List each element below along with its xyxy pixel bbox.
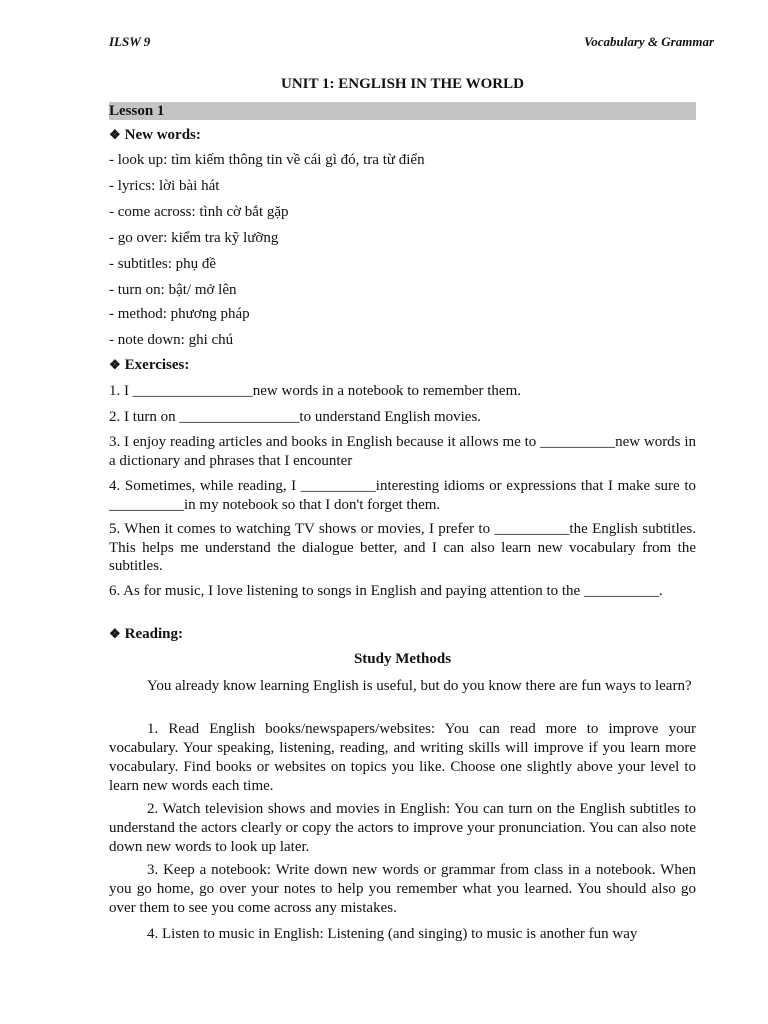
vocab-item: - note down: ghi chú — [109, 332, 234, 348]
reading-paragraph: 2. Watch television shows and movies in English: You can turn on the English subtitles to understand the actors clearly or copy the actors to improve your pronunciation. You can also note down new words to look up later. — [109, 801, 696, 855]
exercise-item: 4. Sometimes, while reading, I __________interesting idioms or expressions that I make sure to __________in my notebook so that I don't forget them. — [109, 478, 696, 513]
reading-heading — [109, 626, 183, 643]
header-right: Vocabulary & Grammar — [583, 34, 714, 49]
exercise-item: 5. When it comes to watching TV shows or movies, I prefer to __________the English subtitles. This helps me understand the dialogue better, and I can also learn new vocabulary from the subtitles. — [109, 521, 696, 574]
diamond-bullet-icon: ❖ — [109, 127, 121, 142]
lesson-heading: Lesson 1 — [109, 102, 696, 120]
new-words-heading — [109, 127, 201, 144]
exercise-item: 3. I enjoy reading articles and books in English because it allows me to __________new words in a dictionary and phrases that I encounter — [109, 434, 696, 469]
exercise-item: 6. As for music, I love listening to songs in English and paying attention to the __________. — [109, 583, 663, 599]
vocab-item: - turn on: bật/ mở lên — [109, 282, 237, 298]
reading-paragraph: 1. Read English books/newspapers/websites: You can read more to improve your vocabulary. Your speaking, listening, reading, and writing skills will improve if you learn more vocabulary. Find books or websites on topics you like. Choose one slightly above your level to learn new words each time. — [109, 721, 696, 794]
unit-title: UNIT 1: ENGLISH IN THE WORLD — [281, 76, 524, 92]
vocab-item: - go over: kiểm tra kỹ lưỡng — [109, 230, 279, 246]
reading-title: Study Methods — [353, 651, 452, 667]
exercise-item: 1. I ________________new words in a notebook to remember them. — [109, 383, 522, 399]
vocab-item: - method: phương pháp — [109, 306, 250, 322]
section-label: Exercises: — [124, 357, 190, 373]
reading-paragraph: You already know learning English is useful, but do you know there are fun ways to learn? — [147, 678, 692, 694]
section-label: Reading: — [124, 626, 183, 642]
reading-paragraph: 4. Listen to music in English: Listening (and singing) to music is another fun way — [147, 926, 638, 942]
vocab-item: - come across: tình cờ bắt gặp — [109, 204, 289, 220]
exercise-item: 2. I turn on ________________to understand English movies. — [109, 409, 482, 425]
vocab-item: - lyrics: lời bài hát — [109, 178, 220, 194]
header-left: ILSW 9 — [109, 34, 151, 49]
vocab-item: - look up: tìm kiếm thông tin về cái gì đó, tra từ điển — [109, 152, 425, 168]
vocab-item: - subtitles: phụ đề — [109, 256, 217, 272]
reading-paragraph: 3. Keep a notebook: Write down new words or grammar from class in a notebook. When you go home, go over your notes to help you remember what you learned. You should also go over them to see you come across any mistakes. — [109, 862, 696, 916]
section-label: New words: — [124, 127, 201, 143]
diamond-bullet-icon: ❖ — [109, 357, 121, 372]
exercises-heading — [109, 357, 189, 374]
diamond-bullet-icon: ❖ — [109, 626, 121, 641]
